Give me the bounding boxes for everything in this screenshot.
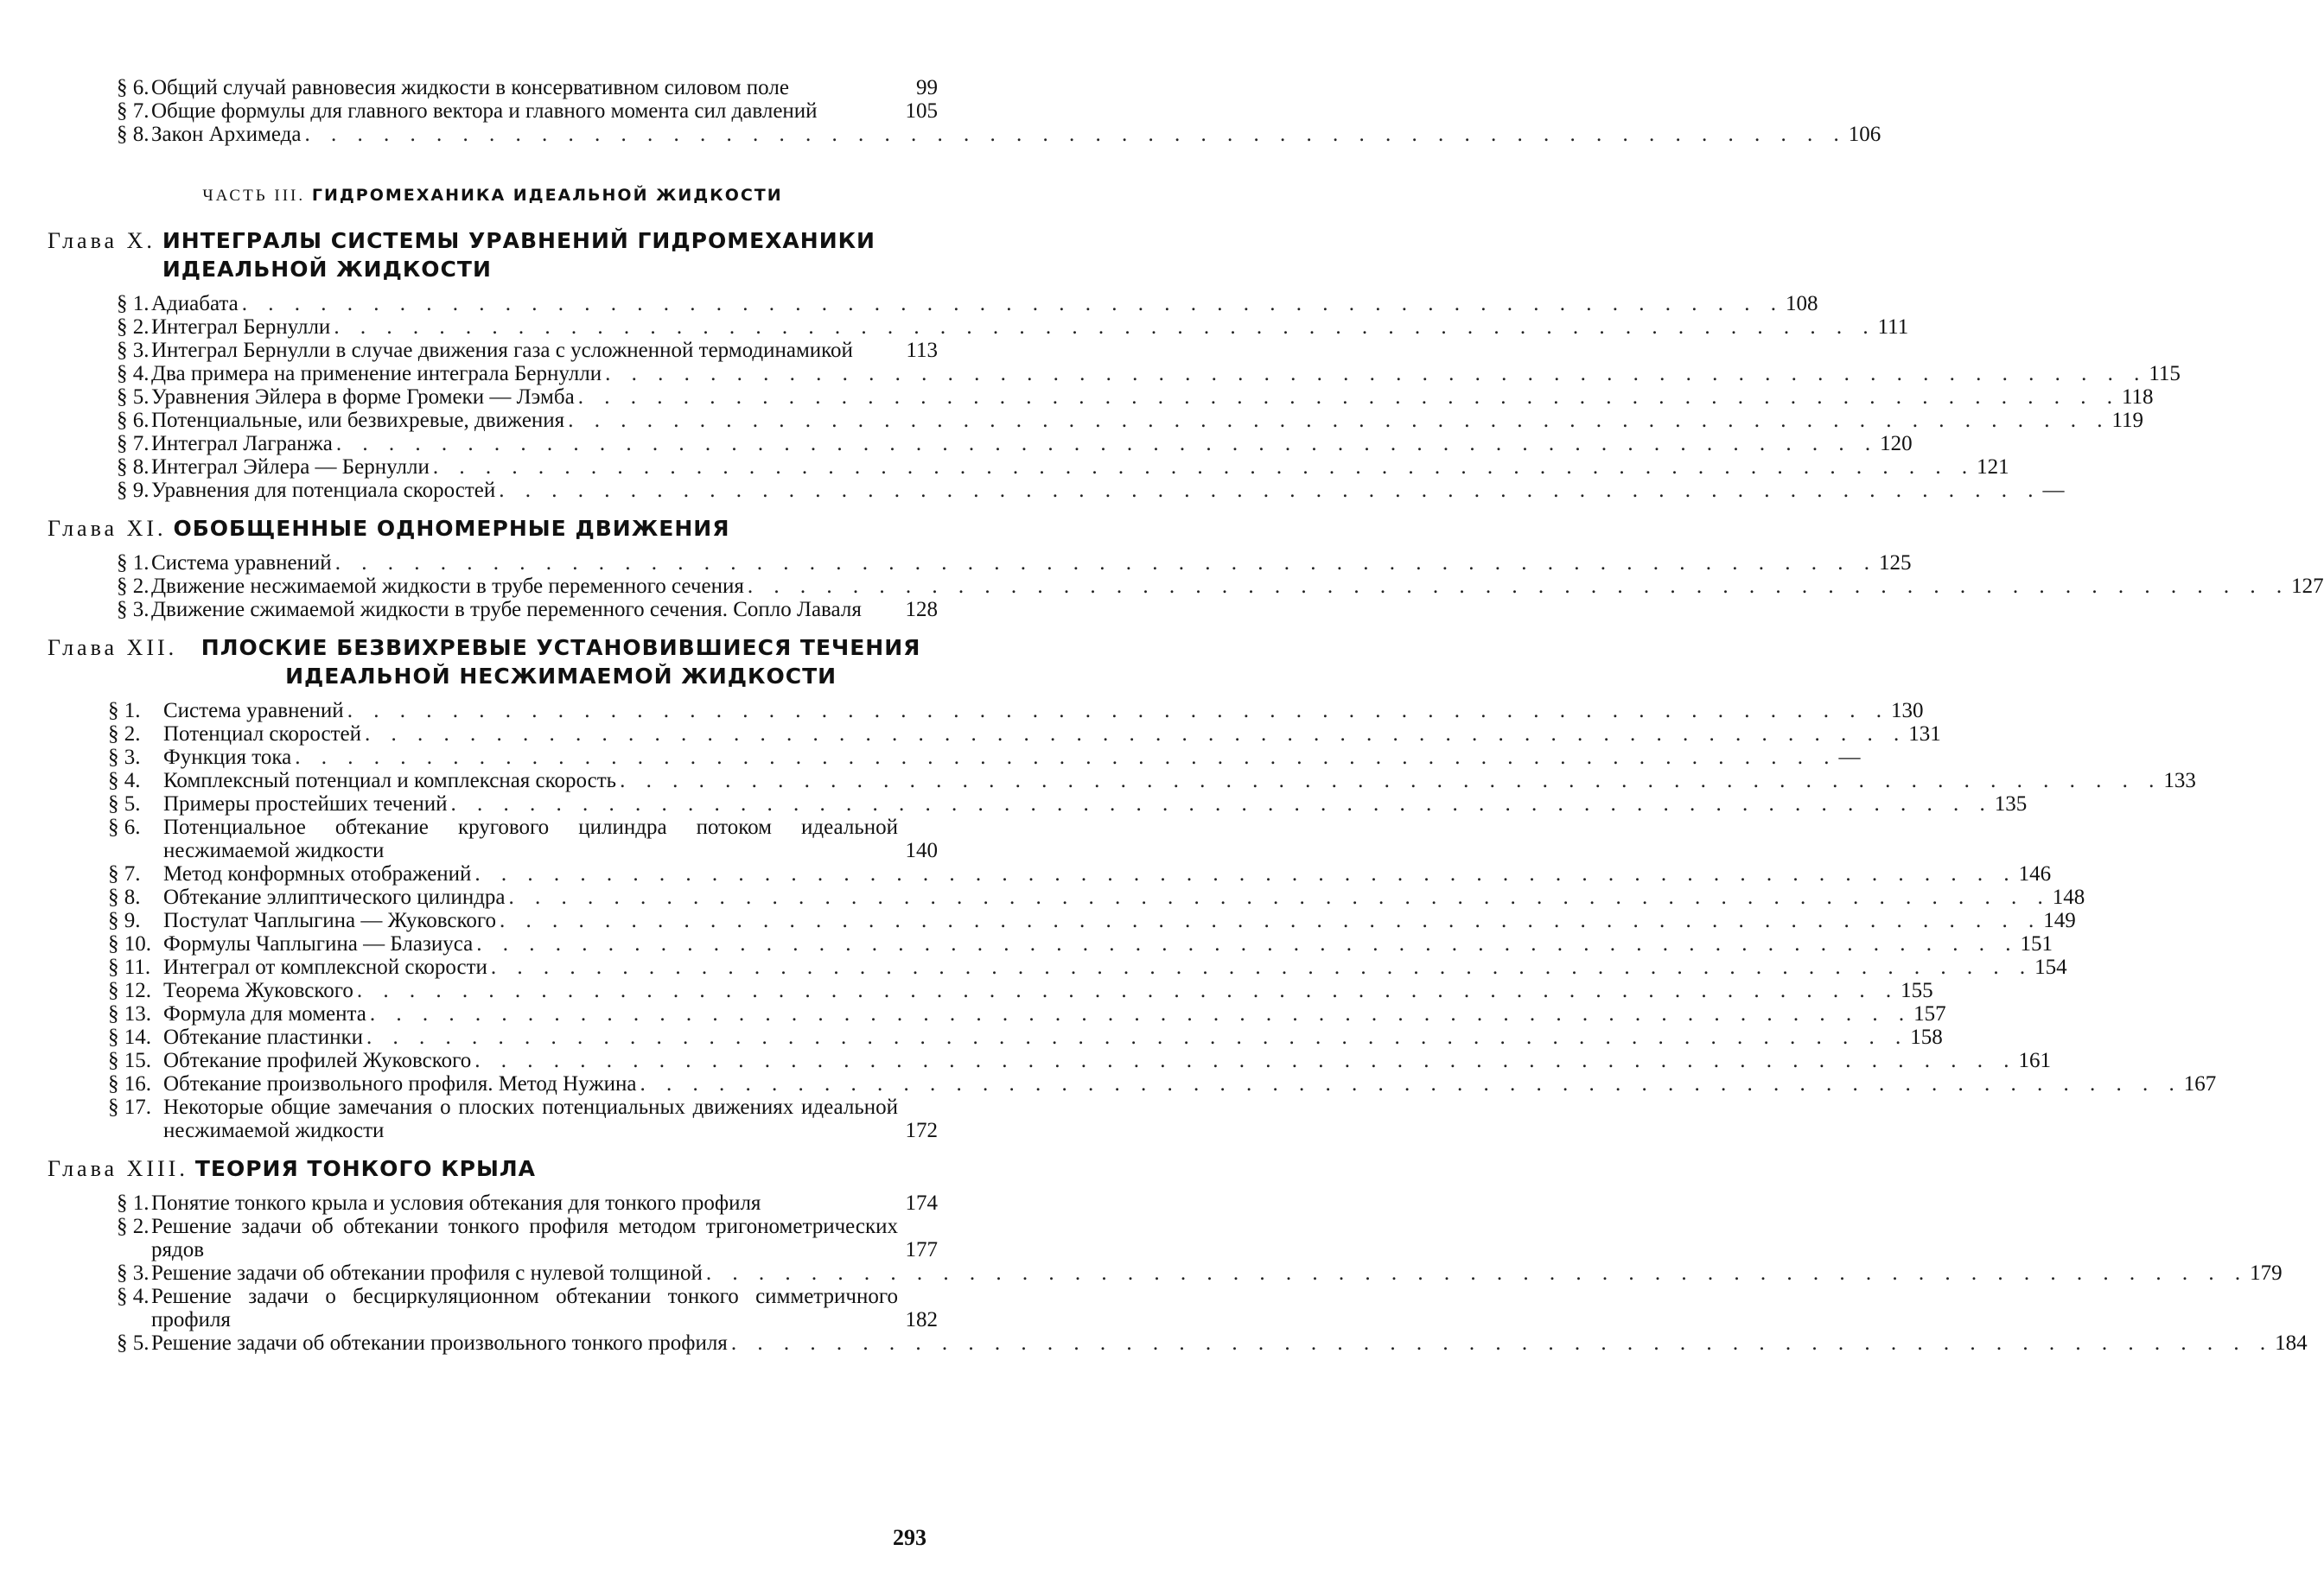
dot-leader: . . . . . . . . . . . . . . . . . . . . . . . . . . . . . . . . . . . . . . . . . . . . . . . . . . . . . . . . . . . (620, 769, 2162, 792)
section-page: 108 (1786, 292, 1818, 315)
dot-leader: . . . . . . . . . . . . . . . . . . . . . . . . . . . . . . . . . . . . . . . . . . . . . . . . . . . . . . . . . . . (499, 479, 2041, 502)
section-page: 125 (1878, 551, 1912, 575)
dot-leader: . . . . . . . . . . . . . . . . . . . . . . . . . . . . . . . . . . . . . . . . . . . . . . . . . . . . . . . . . . . (432, 455, 1976, 479)
toc-entry (48, 598, 938, 621)
dot-leader: . . . . . . . . . . . . . . . . . . . . . . . . . . . . . . . . . . . . . . . . . . . . . . . . . . . . . . . . . . . (640, 1072, 2182, 1096)
section-title: Интеграл Бернулли в случае движения газа с усложненной термодинамикой (151, 339, 853, 362)
section-page: 127 (2291, 575, 2324, 598)
section-number: § 6. (117, 76, 150, 99)
dot-leader: . . . . . . . . . . . . . . . . . . . . . . . . . . . . . . . . . . . . . . . . . . . . . . . . . . . . . . . . . . . (490, 956, 2034, 979)
section-page: 106 (1848, 123, 1881, 146)
section-page: 151 (2020, 932, 2053, 956)
dot-leader: . . . . . . . . . . . . . . . . . . . . . . . . . . . . . . . . . . . . . . . . . . . . . . . . . . . . . . . . . . . (369, 1002, 1913, 1026)
section-number: § 15. (108, 1049, 151, 1072)
chapter-title: ОБОБЩЕННЫЕ ОДНОМЕРНЫЕ ДВИЖЕНИЯ (173, 516, 730, 541)
section-title: Потенциальное обтекание кругового цилиндра потоком идеальной несжимаемой жидкости (163, 816, 898, 862)
chapter-heading (48, 633, 938, 690)
toc-row (163, 792, 2028, 816)
section-page: 158 (1910, 1026, 1943, 1049)
dot-leader: . . . . . . . . . . . . . . . . . . . . . . . . . . . . . . . . . . . . . . . . . . . . . . . . . . . . . . . . . . . (568, 409, 2111, 432)
section-number: § 5. (117, 385, 150, 409)
section-page: — (1838, 746, 1861, 769)
part-title (48, 186, 938, 206)
section-page: 146 (2018, 862, 2052, 886)
toc-entry (48, 339, 938, 362)
chapter-title: ТЕОРИЯ ТОНКОГО КРЫЛА (194, 1156, 536, 1181)
dot-leader: . . . . . . . . . . . . . . . . . . . . . . . . . . . . . . . . . . . . . . . . . . . . . . . . . . . . . . . . . . . (347, 699, 1889, 722)
section-number: § 7. (108, 862, 141, 886)
section-title: Обтекание профилей Жуковского (163, 1049, 472, 1072)
section-number: § 2. (117, 315, 150, 339)
section-title: Интеграл Эйлера — Бернулли (151, 455, 430, 479)
section-title: Примеры простейших течений (163, 792, 448, 816)
chapter-title: ИНТЕГРАЛЫ СИСТЕМЫ УРАВНЕНИЙ ГИДРОМЕХАНИКИ ИДЕАЛЬНОЙ ЖИДКОСТИ (162, 228, 875, 282)
toc-entry (48, 292, 1818, 315)
section-page: 148 (2052, 886, 2085, 909)
section-number: § 9. (117, 479, 150, 502)
dot-leader: . . . . . . . . . . . . . . . . . . . . . . . . . . . . . . . . . . . . . . . . . . . . . . . . . . . . . . . . . . . (474, 862, 2017, 886)
section-number: § 3. (117, 598, 150, 621)
toc-entry (48, 699, 1924, 722)
toc-entry (48, 1049, 2051, 1072)
toc-row (151, 315, 1909, 339)
toc-entry (48, 792, 2028, 816)
toc-row (151, 292, 1818, 315)
section-number: § 13. (108, 1002, 151, 1026)
toc-entry (48, 551, 1912, 575)
toc-entry (48, 1261, 2283, 1285)
section-title: Движение сжимаемой жидкости в трубе переменного сечения. Сопло Лаваля (151, 598, 862, 621)
section-title: Интеграл Бернулли (151, 315, 331, 339)
toc-entry (48, 385, 2154, 409)
section-page: 99 (916, 76, 938, 99)
section-number: § 3. (108, 746, 141, 769)
dot-leader: . . . . . . . . . . . . . . . . . . . . . . . . . . . . . . . . . . . . . . . . . . . . . . . . . . . . . . . . . . . (508, 886, 2051, 909)
section-title: Комплексный потенциал и комплексная скорость (163, 769, 617, 792)
toc-row (163, 979, 1933, 1002)
section-number: § 8. (117, 123, 150, 146)
section-number: § 12. (108, 979, 151, 1002)
toc-entry (48, 1191, 938, 1215)
toc-entry (48, 862, 2052, 886)
toc-row (163, 722, 1941, 746)
section-number: § 16. (108, 1072, 151, 1096)
section-title: Решение задачи о бесциркуляционном обтекании тонкого симметричного профиля (151, 1285, 898, 1331)
toc-entry (48, 1096, 938, 1142)
section-number: § 4. (108, 769, 141, 792)
toc-entry (48, 909, 2076, 932)
toc-row (163, 769, 2196, 792)
chapter-title: ПЛОСКИЕ БЕЗВИХРЕВЫЕ УСТАНОВИВШИЕСЯ ТЕЧЕНИЯ ИДЕАЛЬНОЙ НЕСЖИМАЕМОЙ ЖИДКОСТИ (201, 635, 921, 689)
toc-entry (48, 1215, 938, 1261)
toc-entry (48, 409, 2144, 432)
section-page: 135 (1994, 792, 2028, 816)
section-title: Интеграл Лагранжа (151, 432, 333, 455)
section-title: Решение задачи об обтекании тонкого профиля методом тригонометрических рядов (151, 1215, 898, 1261)
toc-row (163, 886, 2085, 909)
section-number: § 7. (117, 99, 150, 123)
dot-leader: . . . . . . . . . . . . . . . . . . . . . . . . . . . . . . . . . . . . . . . . . . . . . . . . . . . . . . . . . . . (356, 979, 1900, 1002)
chapter-heading (48, 1154, 938, 1183)
dot-leader: . . . . . . . . . . . . . . . . . . . . . . . . . . . . . . . . . . . . . . . . . . . . . . . . . . . . . . . . . . . (476, 932, 2019, 956)
toc-entry (48, 123, 1881, 146)
chapter-label: Глава XII. (48, 635, 178, 660)
toc-row (151, 385, 2154, 409)
toc-entry (48, 722, 1941, 746)
chapter-heading (48, 226, 938, 283)
toc-entry (48, 1002, 1946, 1026)
dot-leader: . . . . . . . . . . . . . . . . . . . . . . . . . . . . . . . . . . . . . . . . . . . . . . . . . . . . . . . . . . . (474, 1049, 2017, 1072)
section-page: 177 (905, 1238, 938, 1261)
chapter-label: Глава XI. (48, 516, 167, 541)
toc-row (151, 1261, 2283, 1285)
section-title: Потенциальные, или безвихревые, движения (151, 409, 565, 432)
section-number: § 6. (117, 409, 150, 432)
toc-entry (48, 956, 2067, 979)
toc-row (151, 455, 2009, 479)
section-title: Интеграл от комплексной скорости (163, 956, 487, 979)
section-number: § 5. (117, 1331, 150, 1355)
toc-entry (48, 432, 1913, 455)
toc-row (163, 1072, 2217, 1096)
section-page: 167 (2183, 1072, 2217, 1096)
toc-entry (48, 99, 938, 123)
toc-row (151, 409, 2144, 432)
section-page: 133 (2163, 769, 2196, 792)
section-title: Обтекание пластинки (163, 1026, 364, 1049)
section-title: Адиабата (151, 292, 239, 315)
section-page: 161 (2018, 1049, 2051, 1072)
section-page: 149 (2043, 909, 2076, 932)
section-number: § 11. (108, 956, 151, 979)
section-page: 131 (1908, 722, 1941, 746)
dot-leader: . . . . . . . . . . . . . . . . . . . . . . . . . . . . . . . . . . . . . . . . . . . . . . . . . . . . . . . . . . . (499, 909, 2042, 932)
section-title: Общий случай равновесия жидкости в консервативном силовом поле (151, 76, 789, 99)
toc-entry (48, 1072, 2217, 1096)
section-number: § 3. (117, 339, 150, 362)
toc-row (151, 432, 1913, 455)
section-number: § 2. (117, 575, 150, 598)
section-page: 119 (2111, 409, 2144, 432)
dot-leader: . . . . . . . . . . . . . . . . . . . . . . . . . . . . . . . . . . . . . . . . . . . . . . . . . . . . . . . . . . . (335, 432, 1879, 455)
toc-entry (48, 979, 1933, 1002)
section-title: Система уравнений (163, 699, 344, 722)
toc-row (151, 362, 2181, 385)
section-title: Формулы Чаплыгина — Блазиуса (163, 932, 474, 956)
section-number: § 1. (117, 551, 150, 575)
section-page: 140 (905, 839, 938, 862)
section-number: § 2. (108, 722, 141, 746)
dot-leader: . . . . . . . . . . . . . . . . . . . . . . . . . . . . . . . . . . . . . . . . . . . . . . . . . . . . . . . . . . . (365, 722, 1907, 746)
toc-entry (48, 575, 2324, 598)
section-number: § 2. (117, 1215, 150, 1238)
section-number: § 3. (117, 1261, 150, 1285)
section-number: § 1. (108, 699, 141, 722)
toc-row (163, 699, 1924, 722)
toc-entry (48, 315, 1909, 339)
section-page: 184 (2275, 1331, 2308, 1355)
section-number: § 10. (108, 932, 151, 956)
toc-entry (48, 1026, 1943, 1049)
section-number: § 1. (117, 292, 150, 315)
toc-row (163, 1026, 1943, 1049)
section-title: Функция тока (163, 746, 292, 769)
section-number: § 7. (117, 432, 150, 455)
toc-row (163, 1049, 2051, 1072)
section-page: 113 (906, 339, 938, 362)
dot-leader: . . . . . . . . . . . . . . . . . . . . . . . . . . . . . . . . . . . . . . . . . . . . . . . . . . . . . . . . . . . (605, 362, 2148, 385)
section-title: Некоторые общие замечания о плоских потенциальных движениях идеальной несжимаемой жидкости (163, 1096, 898, 1142)
toc-row (151, 479, 2065, 502)
section-page: 174 (905, 1191, 938, 1215)
part-name: ГИДРОМЕХАНИКА ИДЕАЛЬНОЙ ЖИДКОСТИ (311, 186, 783, 205)
section-number: § 8. (117, 455, 150, 479)
chapter-label: Глава X. (48, 228, 156, 253)
page-number: 293 (893, 1525, 926, 1550)
section-page: 154 (2034, 956, 2067, 979)
chapter-label: Глава XIII. (48, 1156, 188, 1181)
section-title: Потенциал скоростей (163, 722, 362, 746)
section-title: Обтекание эллиптического цилиндра (163, 886, 506, 909)
dot-leader: . . . . . . . . . . . . . . . . . . . . . . . . . . . . . . . . . . . . . . . . . . . . . . . . . . . . . . . . . . . (241, 292, 1784, 315)
section-page: 182 (905, 1308, 938, 1331)
section-title: Движение несжимаемой жидкости в трубе переменного сечения (151, 575, 744, 598)
toc-row (163, 1002, 1946, 1026)
toc-row (151, 1331, 2308, 1355)
toc-row (163, 909, 2076, 932)
toc-entry (48, 455, 2009, 479)
section-title: Закон Архимеда (151, 123, 302, 146)
section-title: Два примера на применение интеграла Бернулли (151, 362, 602, 385)
section-page: 118 (2121, 385, 2154, 409)
dot-leader: . . . . . . . . . . . . . . . . . . . . . . . . . . . . . . . . . . . . . . . . . . . . . . . . . . . . . . . . . . . (304, 123, 1847, 146)
section-page: 179 (2250, 1261, 2283, 1285)
dot-leader: . . . . . . . . . . . . . . . . . . . . . . . . . . . . . . . . . . . . . . . . . . . . . . . . . . . . . . . . . . . (295, 746, 1837, 769)
section-page: 111 (1877, 315, 1909, 339)
section-number: § 4. (117, 1285, 150, 1308)
toc-row (151, 575, 2324, 598)
toc-entry (48, 362, 2181, 385)
section-title: Общие формулы для главного вектора и главного момента сил давлений (151, 99, 818, 123)
toc-row (163, 932, 2053, 956)
section-title: Решение задачи об обтекании произвольного тонкого профиля (151, 1331, 728, 1355)
toc-row (163, 956, 2067, 979)
dot-leader: . . . . . . . . . . . . . . . . . . . . . . . . . . . . . . . . . . . . . . . . . . . . . . . . . . . . . . . . . . . (747, 575, 2290, 598)
dot-leader: . . . . . . . . . . . . . . . . . . . . . . . . . . . . . . . . . . . . . . . . . . . . . . . . . . . . . . . . . . . (366, 1026, 1909, 1049)
section-title: Понятие тонкого крыла и условия обтекания для тонкого профиля (151, 1191, 761, 1215)
dot-leader: . . . . . . . . . . . . . . . . . . . . . . . . . . . . . . . . . . . . . . . . . . . . . . . . . . . . . . . . . . . (577, 385, 2120, 409)
toc-entry (48, 1285, 938, 1331)
section-page: 121 (1977, 455, 2009, 479)
section-number: § 4. (117, 362, 150, 385)
section-page: — (2042, 479, 2065, 502)
section-page: 130 (1890, 699, 1924, 722)
section-title: Формула для момента (163, 1002, 366, 1026)
toc-entry (48, 1331, 2308, 1355)
section-number: § 17. (108, 1096, 151, 1119)
section-number: § 8. (108, 886, 141, 909)
toc-entry (48, 816, 938, 862)
toc-row (163, 746, 1861, 769)
section-number: § 9. (108, 909, 141, 932)
toc-row (163, 862, 2052, 886)
dot-leader: . . . . . . . . . . . . . . . . . . . . . . . . . . . . . . . . . . . . . . . . . . . . . . . . . . . . . . . . . . . (334, 551, 1877, 575)
toc-row (151, 551, 1912, 575)
part-label: ЧАСТЬ III. (202, 187, 312, 205)
toc-entry (48, 769, 2196, 792)
section-page: 172 (905, 1119, 938, 1142)
section-title: Теорема Жуковского (163, 979, 353, 1002)
section-page: 120 (1880, 432, 1913, 455)
toc-entry (48, 746, 1861, 769)
section-title: Уравнения для потенциала скоростей (151, 479, 496, 502)
section-page: 105 (905, 99, 938, 123)
section-number: § 6. (108, 816, 141, 839)
section-title: Обтекание произвольного профиля. Метод Нужина (163, 1072, 637, 1096)
section-page: 115 (2149, 362, 2181, 385)
section-title: Метод конформных отображений (163, 862, 472, 886)
dot-leader: . . . . . . . . . . . . . . . . . . . . . . . . . . . . . . . . . . . . . . . . . . . . . . . . . . . . . . . . . . . (705, 1261, 2249, 1285)
section-page: 155 (1901, 979, 1933, 1002)
section-number: § 14. (108, 1026, 151, 1049)
toc-row (151, 123, 1881, 146)
table-of-contents (48, 76, 2324, 1355)
section-title: Решение задачи об обтекании профиля с нулевой толщиной (151, 1261, 703, 1285)
toc-entry (48, 932, 2053, 956)
chapter-heading (48, 514, 938, 543)
section-title: Постулат Чаплыгина — Жуковского (163, 909, 496, 932)
section-page: 128 (905, 598, 938, 621)
section-page: 157 (1913, 1002, 1946, 1026)
dot-leader: . . . . . . . . . . . . . . . . . . . . . . . . . . . . . . . . . . . . . . . . . . . . . . . . . . . . . . . . . . . (450, 792, 1993, 816)
toc-entry (48, 479, 2065, 502)
section-number: § 5. (108, 792, 141, 816)
dot-leader: . . . . . . . . . . . . . . . . . . . . . . . . . . . . . . . . . . . . . . . . . . . . . . . . . . . . . . . . . . . (730, 1331, 2274, 1355)
section-number: § 1. (117, 1191, 150, 1215)
toc-entry (48, 886, 2085, 909)
toc-entry (48, 76, 938, 99)
dot-leader: . . . . . . . . . . . . . . . . . . . . . . . . . . . . . . . . . . . . . . . . . . . . . . . . . . . . . . . . . . . (334, 315, 1876, 339)
section-title: Уравнения Эйлера в форме Громеки — Лэмба (151, 385, 575, 409)
section-title: Система уравнений (151, 551, 332, 575)
